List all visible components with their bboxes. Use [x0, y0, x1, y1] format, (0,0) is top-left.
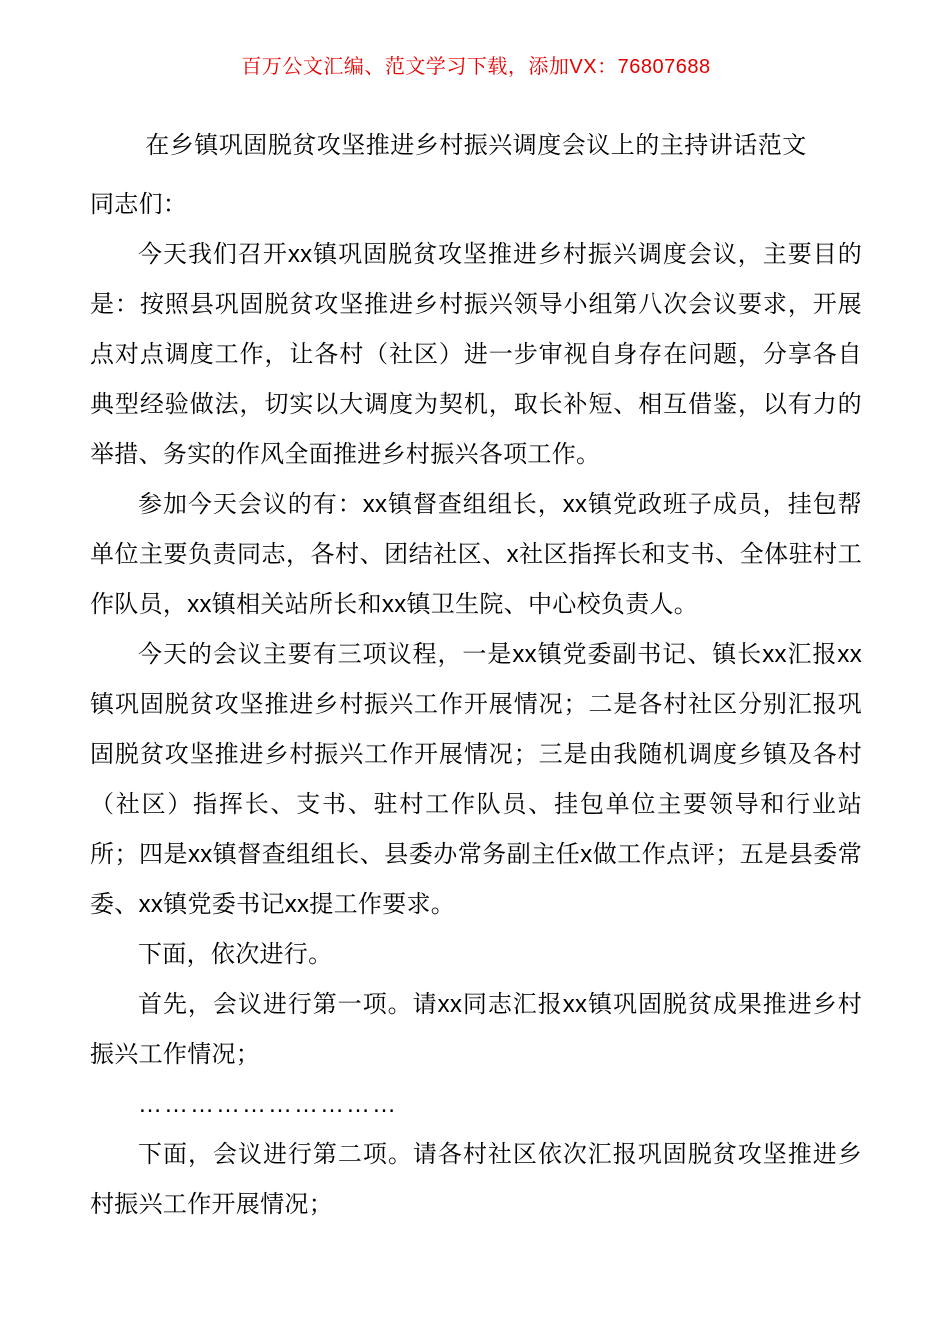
document-title: 在乡镇巩固脱贫攻坚推进乡村振兴调度会议上的主持讲话范文: [145, 132, 807, 159]
paragraph-item-two: 下面，会议进行第二项。请各村社区依次汇报巩固脱贫攻坚推进乡村振兴工作开展情况；: [90, 1141, 862, 1218]
paragraph-item-one: 首先，会议进行第一项。请xx同志汇报xx镇巩固脱贫成果推进乡村振兴工作情况；: [90, 991, 862, 1068]
paragraph-proceed: 下面，依次进行。: [138, 941, 333, 968]
document-body: [90, 180, 862, 1230]
paragraph-meeting-purpose: 今天我们召开xx镇巩固脱贫攻坚推进乡村振兴调度会议，主要目的是：按照县巩固脱贫攻坚推进乡村振兴领导小组第八次会议要求，开展点对点调度工作，让各村（社区）进一步审视自身存在问题，分享各自典型经验做法，切实以大调度为契机，取长补短、相互借鉴，以有力的举措、务实的作风全面推进乡村振兴各项工作。: [90, 241, 862, 468]
salutation: 同志们：: [90, 191, 188, 218]
ellipsis-separator: …………………………: [138, 1091, 398, 1118]
paragraph-agenda: 今天的会议主要有三项议程，一是xx镇党委副书记、镇长xx汇报xx镇巩固脱贫攻坚推进乡村振兴工作开展情况；二是各村社区分别汇报巩固脱贫攻坚推进乡村振兴工作开展情况；三是由我随机调度乡镇及各村（社区）指挥长、支书、驻村工作队员、挂包单位主要领导和行业站所；四是xx镇督查组组长、县委办常务副主任x做工作点评；五是县委常委、xx镇党委书记xx提工作要求。: [90, 641, 862, 918]
paragraph-attendees: 参加今天会议的有：xx镇督查组组长，xx镇党政班子成员，挂包帮单位主要负责同志，各村、团结社区、x社区指挥长和支书、全体驻村工作队员，xx镇相关站所长和xx镇卫生院、中心校负责人。: [90, 491, 862, 618]
promo-banner: 百万公文汇编、范文学习下载，添加VX：76807688: [241, 56, 711, 78]
